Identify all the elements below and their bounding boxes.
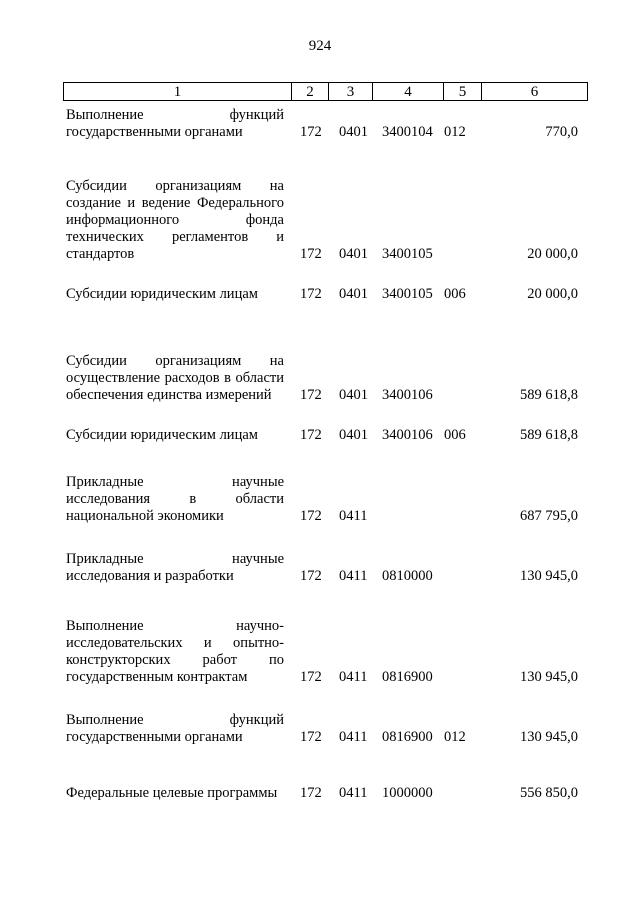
row-col-5: 012 [444,729,466,745]
row-col-2: 172 [300,785,322,801]
row-name: Прикладные научные исследования и разработки [66,551,284,584]
row-col-2: 172 [300,669,322,685]
row-col-3: 0411 [339,729,368,745]
row-col-2: 172 [300,568,322,584]
row-col-6: 589 618,8 [520,387,578,403]
row-col-6: 556 850,0 [520,785,578,801]
row-col-6: 770,0 [545,124,578,140]
header-col-5: 5 [444,82,482,101]
row-col-3: 0401 [339,286,368,302]
row-col-4: 3400104 [382,124,433,140]
row-col-4: 1000000 [382,785,433,801]
row-col-5: 012 [444,124,466,140]
row-col-4: 3400105 [382,246,433,262]
row-col-5: 006 [444,286,466,302]
row-col-2: 172 [300,286,322,302]
row-col-2: 172 [300,246,322,262]
row-col-3: 0411 [339,568,368,584]
row-col-3: 0411 [339,785,368,801]
row-col-2: 172 [300,124,322,140]
row-col-4: 0816900 [382,729,433,745]
row-col-2: 172 [300,508,322,524]
row-col-6: 20 000,0 [527,246,578,262]
row-col-4: 0816900 [382,669,433,685]
header-col-1: 1 [63,82,292,101]
row-col-6: 20 000,0 [527,286,578,302]
row-name: Выполнение научно-исследовательских и опытно-конструкторских работ по государственным контрактам [66,618,284,685]
row-col-3: 0401 [339,387,368,403]
row-col-4: 3400105 [382,286,433,302]
row-col-6: 130 945,0 [520,669,578,685]
row-col-4: 3400106 [382,427,433,443]
row-col-3: 0401 [339,124,368,140]
page-number: 924 [308,38,332,54]
row-col-5: 006 [444,427,466,443]
row-col-3: 0411 [339,508,368,524]
row-col-3: 0411 [339,669,368,685]
row-name: Субсидии организациям на осуществление расходов в области обеспечения единства измерений [66,353,284,403]
row-col-6: 130 945,0 [520,568,578,584]
row-name: Федеральные целевые программы [66,785,278,801]
row-col-3: 0401 [339,246,368,262]
header-col-6: 6 [482,82,588,101]
header-col-4: 4 [373,82,444,101]
row-col-2: 172 [300,729,322,745]
row-name: Прикладные научные исследования в области национальной экономики [66,474,284,524]
row-name: Субсидии юридическим лицам [66,427,258,443]
row-name: Субсидии юридическим лицам [66,286,258,302]
header-col-3: 3 [329,82,373,101]
row-col-6: 130 945,0 [520,729,578,745]
row-col-4: 0810000 [382,568,433,584]
row-col-2: 172 [300,387,322,403]
row-name: Субсидии организациям на создание и ведение Федерального информационного фонда технических регламентов и стандартов [66,178,284,262]
row-col-6: 687 795,0 [520,508,578,524]
row-name: Выполнение функций государственными органами [66,107,284,140]
row-col-3: 0401 [339,427,368,443]
row-col-6: 589 618,8 [520,427,578,443]
header-col-2: 2 [292,82,329,101]
row-col-2: 172 [300,427,322,443]
row-name: Выполнение функций государственными органами [66,712,284,745]
row-col-4: 3400106 [382,387,433,403]
